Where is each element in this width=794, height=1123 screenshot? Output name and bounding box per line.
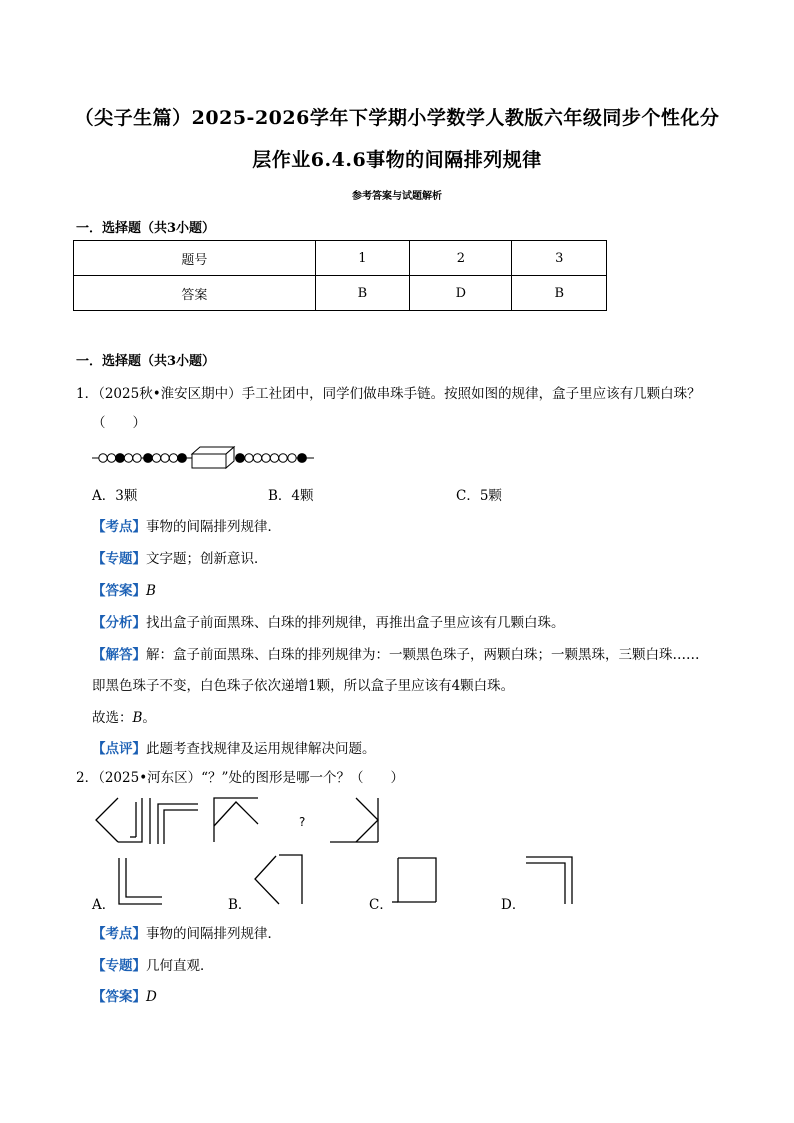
- q1-dianping: [92, 737, 376, 757]
- white-bead: [253, 454, 261, 462]
- fenxi-text: 找出盒子前面黑珠、白珠的排列规律，再推出盒子里应该有几颗白珠。: [146, 615, 565, 631]
- dianping-text: 此题考查找规律及运用规律解决问题。: [146, 741, 376, 757]
- q1-kaodian: [92, 515, 281, 535]
- black-bead: [298, 454, 307, 463]
- q2-kaodian: [92, 922, 281, 942]
- table-cell: 答案: [74, 276, 316, 311]
- kaodian-text: 事物的间隔排列规律．: [146, 519, 281, 535]
- white-bead: [169, 454, 177, 462]
- q2-option-d-figure: [524, 854, 576, 906]
- guxuan-text: 故选：: [92, 710, 133, 726]
- black-bead: [144, 454, 153, 463]
- pattern-shape-2: [150, 798, 198, 844]
- black-bead: [116, 454, 125, 463]
- q1-zhuanti: [92, 547, 268, 567]
- white-bead: [270, 454, 278, 462]
- zhuanti-text: 文字题；创新意识．: [146, 551, 268, 567]
- q1-daan: [92, 579, 156, 599]
- jieda-text-1: 解：盒子前面黑珠、白珠的排列规律为：一颗黑色珠子，两颗白珠；一颗黑珠，三颗白珠……: [146, 647, 700, 663]
- table-cell: 2: [410, 241, 512, 276]
- daan-text: B: [146, 583, 156, 599]
- daan-tag: 【答案】: [92, 989, 146, 1005]
- q1-stem: 1．（2025秋•淮安区期中）手工社团中，同学们做串珠手链。按照如图的规律，盒子里应该有几颗白珠？: [76, 386, 701, 402]
- white-bead: [262, 454, 270, 462]
- q2-option-d: D．: [501, 897, 526, 913]
- jieda-tag: 【解答】: [92, 647, 146, 663]
- white-bead: [107, 454, 115, 462]
- q2-option-b-figure: [252, 852, 308, 910]
- daan-text: D: [146, 989, 157, 1005]
- table-row: [74, 276, 607, 311]
- doc-subtitle: 参考答案与试题解析: [352, 191, 442, 202]
- bead-chain-figure: [92, 444, 322, 472]
- q1-jieda-cont: 即黑色珠子不变，白色珠子依次递增1颗，所以盒子里应该有4颗白珠。: [92, 678, 515, 694]
- q1-fenxi: [92, 611, 565, 631]
- q2-daan: [92, 985, 157, 1005]
- white-bead: [99, 454, 107, 462]
- section-heading-2: 一．选择题（共3小题）: [76, 354, 216, 369]
- q2-option-b: B．: [228, 897, 252, 913]
- white-bead: [152, 454, 160, 462]
- q1-option-a: A．3颗: [92, 488, 138, 504]
- doc-title-line1: （尖子生篇）2025-2026学年下学期小学数学人教版六年级同步个性化分: [74, 107, 720, 129]
- q2-stem: 2．（2025•河东区）“？”处的图形是哪一个？（ ）: [76, 770, 404, 786]
- box-shape: [192, 447, 234, 468]
- question-mark: ?: [299, 815, 306, 829]
- answer-table: [73, 240, 607, 311]
- table-row: [74, 241, 607, 276]
- white-bead: [133, 454, 141, 462]
- zhuanti-text: 几何直观．: [146, 958, 214, 974]
- white-bead: [245, 454, 253, 462]
- white-bead: [279, 454, 287, 462]
- guxuan-end: 。: [142, 710, 156, 726]
- section-heading-1: 一．选择题（共3小题）: [76, 221, 216, 236]
- white-bead: [288, 454, 296, 462]
- q2-option-a: A．: [92, 897, 116, 913]
- black-bead: [236, 454, 245, 463]
- kaodian-text: 事物的间隔排列规律．: [146, 926, 281, 942]
- daan-tag: 【答案】: [92, 583, 146, 599]
- q1-guxuan: [92, 706, 156, 726]
- zhuanti-tag: 【专题】: [92, 551, 146, 567]
- table-cell: 1: [315, 241, 409, 276]
- black-bead: [178, 454, 187, 463]
- kaodian-tag: 【考点】: [92, 519, 146, 535]
- q1-jieda: [92, 643, 700, 663]
- white-bead: [124, 454, 132, 462]
- white-bead: [161, 454, 169, 462]
- table-cell: 3: [512, 241, 607, 276]
- table-cell: D: [410, 276, 512, 311]
- pattern-shape-1: [96, 798, 142, 842]
- kaodian-tag: 【考点】: [92, 926, 146, 942]
- q2-option-a-figure: [116, 856, 166, 908]
- q1-option-b: B．4颗: [268, 488, 314, 504]
- doc-title-line2: 层作业6.4.6事物的间隔排列规律: [252, 149, 542, 171]
- dianping-tag: 【点评】: [92, 741, 146, 757]
- pattern-shape-5: [330, 798, 378, 842]
- table-cell: 题号: [74, 241, 316, 276]
- q1-paren: （ ）: [92, 415, 146, 431]
- fenxi-tag: 【分析】: [92, 615, 146, 631]
- pattern-shape-3: [214, 798, 258, 842]
- pattern-sequence-figure: [90, 792, 390, 852]
- zhuanti-tag: 【专题】: [92, 958, 146, 974]
- table-cell: B: [315, 276, 409, 311]
- guxuan-value: B: [132, 710, 143, 726]
- table-cell: B: [512, 276, 607, 311]
- q2-zhuanti: [92, 954, 214, 974]
- q2-option-c-figure: [390, 856, 440, 906]
- q1-option-c: C．5颗: [456, 488, 502, 504]
- q2-option-c: C．: [369, 897, 393, 913]
